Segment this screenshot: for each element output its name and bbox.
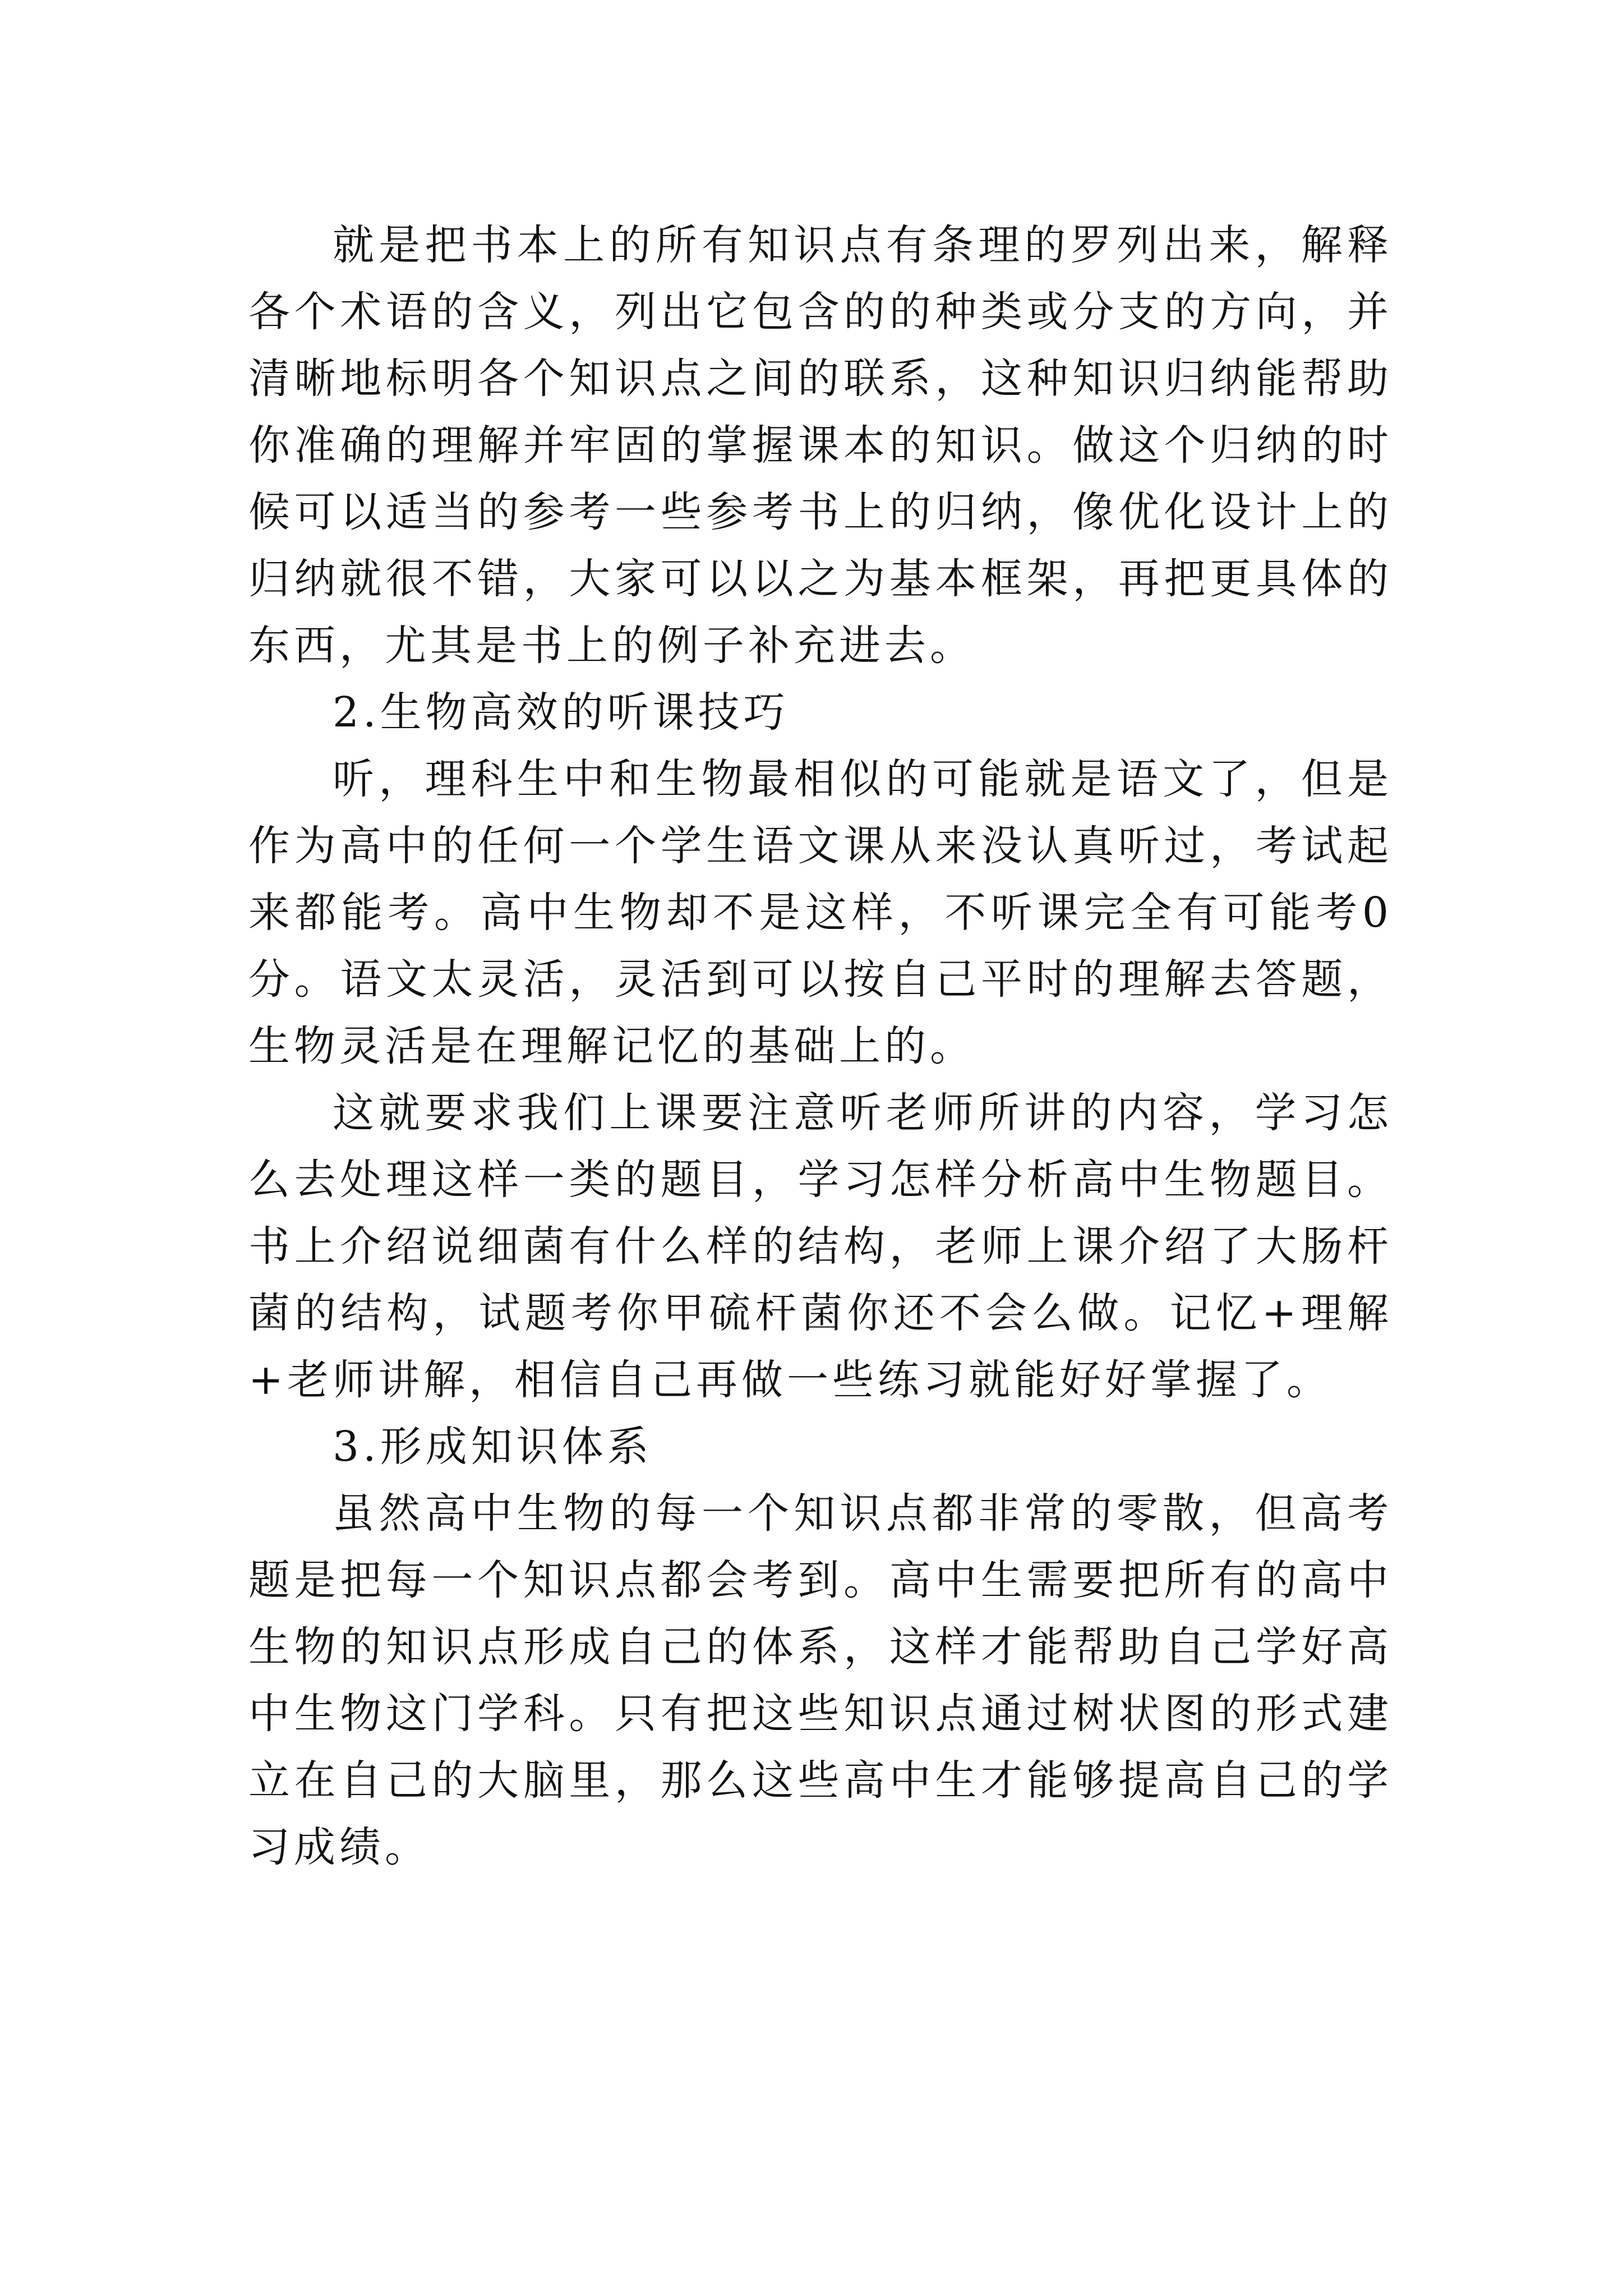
document-body xyxy=(248,212,1393,1881)
paragraph-listening-intro: 听，理科生中和生物最相似的可能就是语文了，但是作为高中的任何一个学生语文课从来没认真听过，考试起来都能考。高中生物却不是这样，不听课完全有可能考0分。语文太灵活，灵活到可以按自己平时的理解去答题，生物灵活是在理解记忆的基础上的。 xyxy=(248,755,1393,1070)
paragraph-knowledge-summary: 就是把书本上的所有知识点有条理的罗列出来，解释各个术语的含义，列出它包含的的种类或分支的方向，并清晰地标明各个知识点之间的联系，这种知识归纳能帮助你准确的理解并牢固的掌握课本的知识。做这个归纳的时候可以适当的参考一些参考书上的归纳，像优化设计上的归纳就很不错，大家可以以之为基本框架，再把更具体的东西，尤其是书上的例子补充进去。 xyxy=(248,221,1393,670)
paragraph-knowledge-system: 虽然高中生物的每一个知识点都非常的零散，但高考题是把每一个知识点都会考到。高中生需要把所有的高中生物的知识点形成自己的体系，这样才能帮助自己学好高中生物这门学科。只有把这些知识点通过树状图的形式建立在自己的大脑里，那么这些高中生才能够提高自己的学习成绩。 xyxy=(248,1489,1393,1871)
section-heading-knowledge-system: 3.形成知识体系 xyxy=(333,1423,653,1471)
paragraph-listening-detail: 这就要求我们上课要注意听老师所讲的内容，学习怎么去处理这样一类的题目，学习怎样分析高中生物题目。书上介绍说细菌有什么样的结构，老师上课介绍了大肠杆菌的结构，试题考你甲硫杆菌你还不会么做。记忆+理解+老师讲解，相信自己再做一些练习就能好好掌握了。 xyxy=(248,1089,1393,1404)
section-heading-listening-skills: 2.生物高效的听课技巧 xyxy=(333,688,789,737)
